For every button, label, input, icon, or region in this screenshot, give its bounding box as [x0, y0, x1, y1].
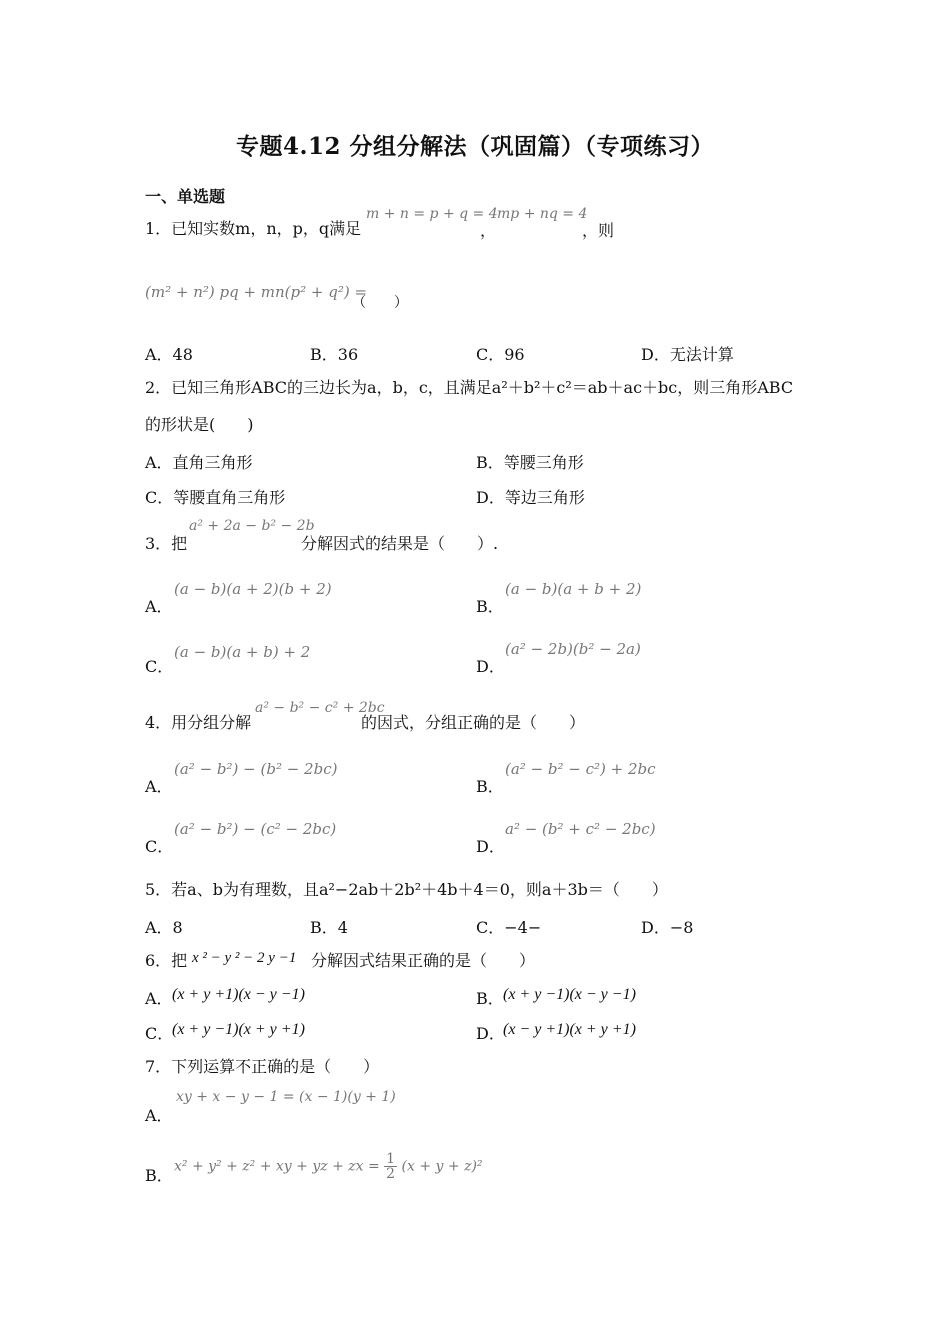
question-4-label-a[interactable]: A． — [145, 777, 173, 796]
question-4-option-c[interactable]: (a² − b²) − (c² − 2bc) — [174, 820, 337, 838]
question-7-option-b-fraction — [384, 1152, 397, 1181]
question-1-option-c[interactable]: C．96 — [476, 345, 525, 364]
question-3-suffix: 分解因式的结果是（ ）. — [301, 534, 499, 553]
question-2-line-1: 2．已知三角形ABC的三边长为a，b，c，且满足a²＋b²＋c²＝ab＋ac＋bc，则三角形ABC — [145, 378, 794, 397]
question-3-option-a[interactable]: (a − b)(a + 2)(b + 2) — [174, 580, 332, 598]
question-3-label-b[interactable]: B． — [476, 597, 504, 616]
question-6-option-a[interactable]: (x + y +1)(x − y −1) — [172, 986, 305, 1003]
question-5-option-d[interactable]: D．−8 — [641, 918, 694, 937]
question-3-label-c[interactable]: C． — [145, 657, 174, 676]
question-3-label-a[interactable]: A． — [145, 597, 173, 616]
question-2-line-2: 的形状是( ) — [145, 415, 254, 434]
question-6-option-d[interactable]: (x − y +1)(x + y +1) — [503, 1021, 636, 1038]
question-7-label-b[interactable]: B． — [145, 1166, 173, 1185]
question-7-option-b-left: x² + y² + z² + xy + yz + zx = — [174, 1158, 380, 1175]
section-heading: 一、单选题 — [145, 187, 226, 206]
question-1-condition-1: m + n = p + q = 4 — [366, 206, 498, 222]
question-4-label-c[interactable]: C． — [145, 837, 174, 856]
question-2-option-a[interactable]: A．直角三角形 — [145, 453, 253, 472]
question-6-label-b[interactable]: B． — [476, 989, 504, 1008]
question-6-suffix: 分解因式结果正确的是（ ） — [311, 951, 536, 970]
question-2-option-d[interactable]: D．等边三角形 — [476, 488, 585, 507]
question-5-option-a[interactable]: A．8 — [145, 918, 183, 937]
question-1-option-a[interactable]: A．48 — [145, 345, 193, 364]
question-1-stem: 1．已知实数m，n，p，q满足 — [145, 219, 362, 238]
question-1-option-b[interactable]: B．36 — [310, 345, 359, 364]
question-1-expression: (m² + n²) pq + mn(p² + q²) = — [145, 283, 368, 301]
question-7-option-b-right: (x + y + z)² — [401, 1158, 483, 1175]
question-7-option-b[interactable] — [174, 1152, 483, 1181]
question-6-prefix: 6．把 — [145, 951, 188, 970]
question-4-suffix: 的因式，分组正确的是（ ） — [361, 713, 586, 732]
question-4-label-b[interactable]: B． — [476, 777, 504, 796]
question-1-option-d[interactable]: D．无法计算 — [641, 345, 734, 364]
question-3-option-b[interactable]: (a − b)(a + b + 2) — [505, 580, 642, 598]
question-3-prefix: 3．把 — [145, 534, 188, 553]
fraction-denominator: 2 — [386, 1166, 396, 1182]
fraction-numerator: 1 — [386, 1151, 396, 1167]
question-5-option-c[interactable]: C．−4− — [476, 918, 542, 937]
question-1-then: ，则 — [582, 221, 615, 240]
question-1-separator: ， — [480, 221, 497, 240]
question-4-option-b[interactable]: (a² − b² − c²) + 2bc — [505, 760, 656, 778]
question-6-label-c[interactable]: C． — [145, 1024, 174, 1043]
question-5-option-b[interactable]: B．4 — [310, 918, 348, 937]
question-4-expression: a² − b² − c² + 2bc — [255, 700, 385, 716]
question-3-option-c[interactable]: (a − b)(a + b) + 2 — [174, 643, 311, 661]
question-5-stem: 5．若a、b为有理数，且a²−2ab＋2b²＋4b＋4＝0，则a＋3b＝（ ） — [145, 880, 668, 899]
question-1-answer-paren: （ ） — [352, 295, 408, 311]
question-3-expression: a² + 2a − b² − 2b — [189, 518, 315, 534]
question-1-condition-2: mp + nq = 4 — [497, 206, 588, 222]
question-3-label-d[interactable]: D． — [476, 657, 505, 676]
question-4-option-a[interactable]: (a² − b²) − (b² − 2bc) — [174, 760, 338, 778]
question-6-label-a[interactable]: A． — [145, 989, 173, 1008]
question-4-prefix: 4．用分组分解 — [145, 713, 252, 732]
question-7-stem: 7．下列运算不正确的是（ ） — [145, 1057, 380, 1076]
question-7-option-a[interactable]: xy + x − y − 1 = (x − 1)(y + 1) — [176, 1089, 396, 1105]
question-2-option-b[interactable]: B．等腰三角形 — [476, 453, 584, 472]
question-6-option-b[interactable]: (x + y −1)(x − y −1) — [503, 986, 636, 1003]
question-4-option-d[interactable]: a² − (b² + c² − 2bc) — [505, 820, 656, 838]
question-7-label-a[interactable]: A． — [145, 1106, 173, 1125]
page-title: 专题4.12 分组分解法（巩固篇）（专项练习） — [235, 133, 715, 160]
question-3-option-d[interactable]: (a² − 2b)(b² − 2a) — [505, 640, 641, 658]
question-6-label-d[interactable]: D． — [476, 1024, 505, 1043]
question-4-label-d[interactable]: D． — [476, 837, 505, 856]
question-2-option-c[interactable]: C．等腰直角三角形 — [145, 488, 286, 507]
question-6-expression: x ² − y ² − 2 y −1 — [192, 950, 297, 966]
question-6-option-c[interactable]: (x + y −1)(x + y +1) — [172, 1021, 305, 1038]
